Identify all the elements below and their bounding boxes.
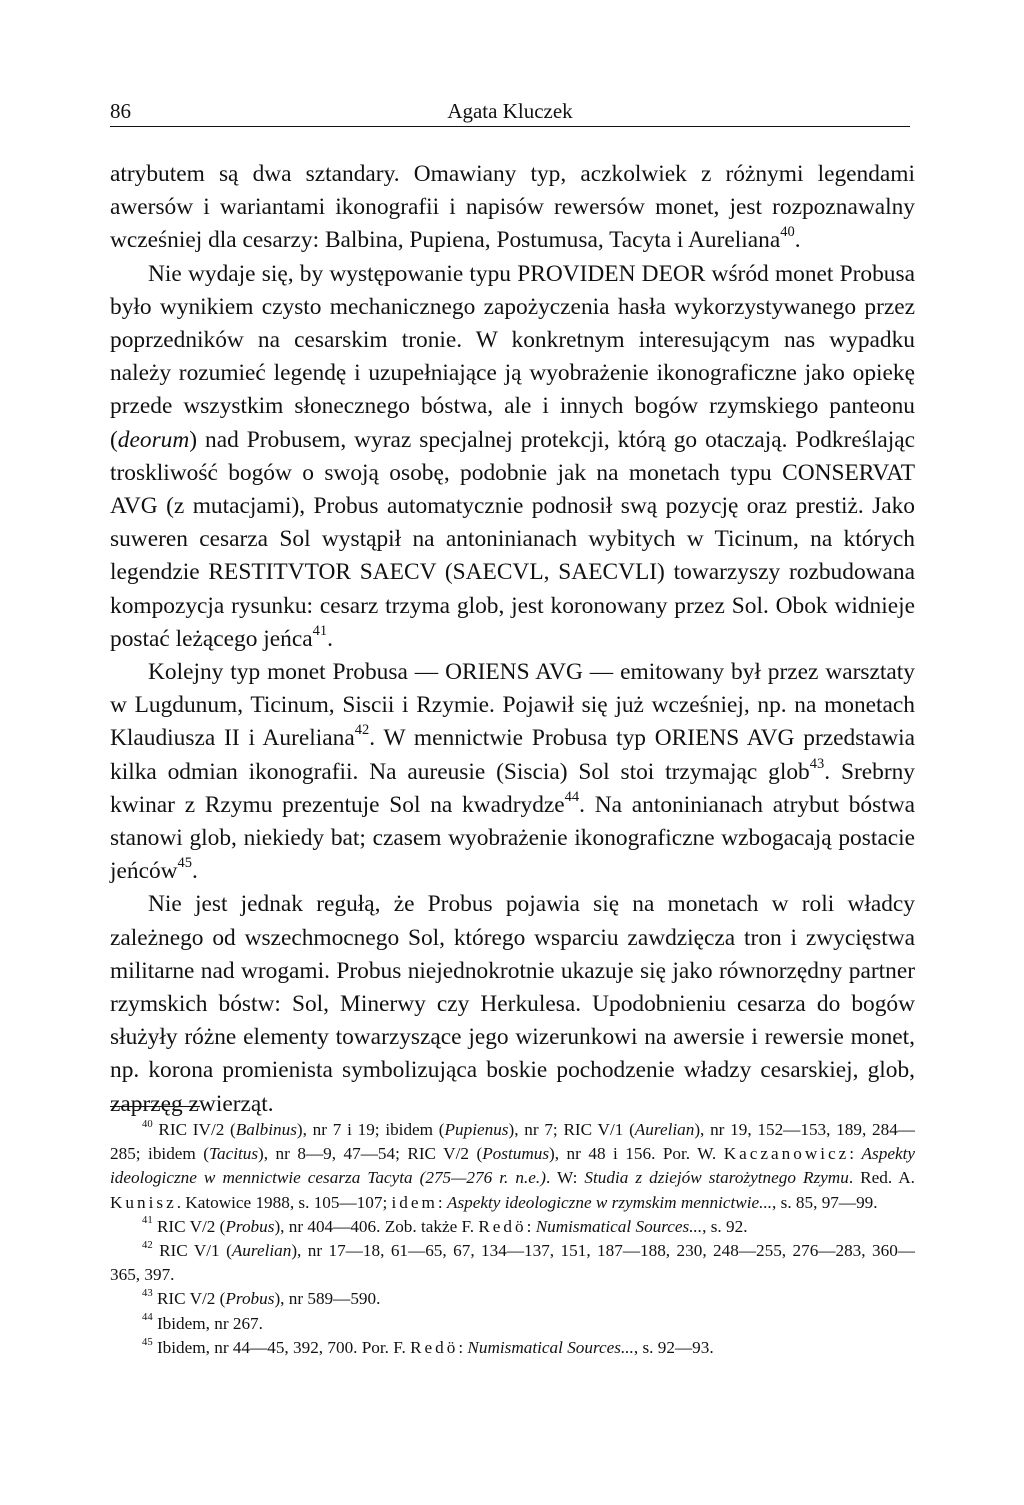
- footnote-ref-44[interactable]: 44: [564, 788, 580, 805]
- footnote-45: $^{45}$ Ibidem, nr 44—45, 392, 700. Por. F. Redö: Numismatical Sources..., s. 92—93.: [142, 1336, 714, 1357]
- footnote-ref-42[interactable]: 42: [354, 722, 370, 739]
- footnotes: [110, 1118, 915, 1360]
- footnote-41: $^{41}$ RIC V/2 (Probus), nr 404—406. Zob. także F. Redö: Numismatical Sources..., s. 92.: [142, 1215, 748, 1236]
- footnote-ref-45[interactable]: 45: [177, 855, 193, 872]
- page-header: [110, 96, 910, 127]
- footnote-ref-41[interactable]: 41: [312, 622, 328, 639]
- paragraph-1: atrybutem są dwa sztandary. Omawiany typ, aczkolwiek z różnymi legendami awersów i wariantami ikonografii i napisów rewersów monet, jest rozpoznawalny wcześniej dla cesarzy: Balbina, Pupiena, Postumusa, Tacyta i Aureliana$^{40}$.: [110, 161, 915, 254]
- footnote-43: $^{43}$ RIC V/2 (Probus), nr 589—590.: [142, 1288, 381, 1309]
- paragraph-2: Nie wydaje się, by występowanie typu PROVIDEN DEOR wśród monet Probusa było wynikiem czysto mechanicznego zapożyczenia hasła wykorzystywanego przez poprzedników na cesarskim tronie. W konkretnym interesującym nas wypadku należy rozumieć legendę i uzupełniające ją wyobrażenie ikonograficzne jako opiekę przede wszystkim słonecznego bóstwa, ale i innych bogów rzymskiego panteonu (deorum) nad Probusem, wyraz specjalnej protekcji, którą go otaczają. Podkreślając troskliwość bogów o swoją osobę, podobnie jak na monetach typu CONSERVAT AVG (z mutacjami), Probus automatycznie podnosił swą pozycję oraz prestiż. Jako suweren cesarza Sol wystąpił na antoninianach wybitych w Ticinum, na których legendzie RESTITVTOR SAECV (SAECVL, SAECVLI) towarzyszy rozbudowana kompozycja rysunku: cesarz trzyma glob, jest koronowany przez Sol. Obok widnieje postać leżącego jeńca$^{41}$.: [110, 260, 915, 652]
- footnote-ref-40[interactable]: 40: [780, 224, 795, 241]
- footnote-ref-43[interactable]: 43: [809, 755, 825, 772]
- footnote-42: $^{42}$ RIC V/1 (Aurelian), nr 17—18, 61—65, 67, 134—137, 151, 187—188, 230, 248—255, 276—283, 360—365, 397.: [110, 1239, 915, 1285]
- page-number: 86: [110, 99, 131, 123]
- footnote-40: $^{40}$ RIC IV/2 (Balbinus), nr 7 i 19; ibidem (Pupienus), nr 7; RIC V/1 (Aurelian), nr 19, 152—153, 189, 284—285; ibidem (Tacitus), nr 8—9, 47—54; RIC V/2 (Postumus), nr 48 i 156. Por. W. Kaczanowicz: Aspekty ideologiczne w mennictwie cesarza Tacyta (275—276 r. n.e.). W: Studia z dziejów starożytnego Rzymu. Red. A. Kunisz. Katowice 1988, s. 105—107; idem: Aspekty ideologiczne w rzymskim mennictwie..., s. 85, 97—99.: [110, 1118, 915, 1212]
- paragraph-4: Nie jest jednak regułą, że Probus pojawia się na monetach w roli władcy zależnego od wszechmocnego Sol, którego wsparciu zawdzięcza tron i zwycięstwa militarne nad wrogami. Probus niejednokrotnie ukazuje się jako równorzędny partner rzymskich bóstw: Sol, Minerwy czy Herkulesa. Upodobnieniu cesarza do bogów służyły różne elementy towarzyszące jego wizerunkowi na awersie i rewersie monet, np. korona promienista symbolizująca boskie pochodzenie władzy cesarskiej, glob, zaprzęg zwierząt.: [110, 891, 915, 1117]
- footnote-44: $^{44}$ Ibidem, nr 267.: [142, 1312, 263, 1333]
- running-title: Agata Kluczek: [447, 99, 573, 123]
- main-text: [110, 158, 915, 1121]
- footnote-separator: [110, 1106, 200, 1107]
- paragraph-3: Kolejny typ monet Probusa — ORIENS AVG — emitowany był przez warsztaty w Lugdunum, Ticinum, Siscii i Rzymie. Pojawił się już wcześniej, np. na monetach Klaudiusza II i Aureliana$^{42}$. W mennictwie Probusa typ ORIENS AVG przedstawia kilka odmian ikonografii. Na aureusie (Siscia) Sol stoi trzymając glob$^{43}$. Srebrny kwinar z Rzymu prezentuje Sol na kwadrydze$^{44}$. Na antoninianach atrybut bóstwa stanowi glob, niekiedy bat; czasem wyobrażenie ikonograficzne wzbogacają postacie jeńców$^{45}$.: [110, 659, 915, 885]
